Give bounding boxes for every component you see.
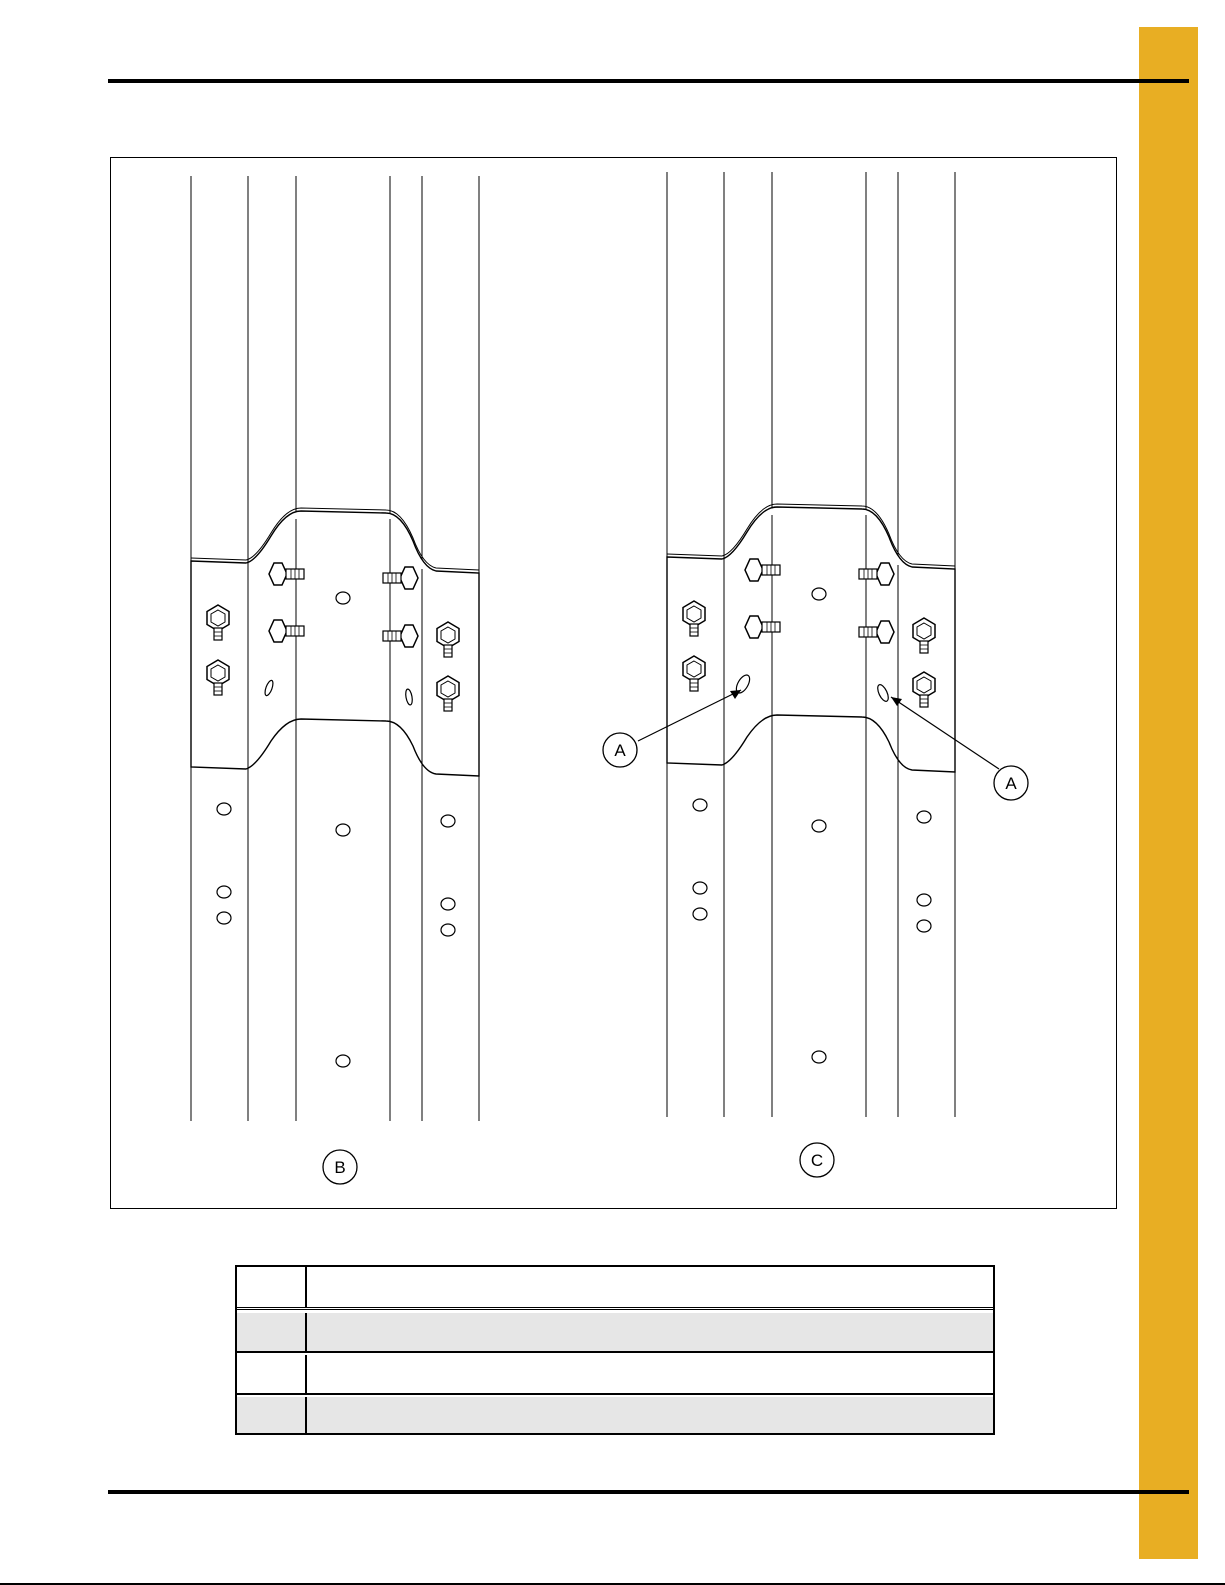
table-cell-ref — [237, 1355, 307, 1393]
table-cell-ref — [237, 1397, 307, 1433]
view-c-drawing — [667, 172, 955, 1117]
table-cell-description — [307, 1313, 993, 1351]
callout-label-a-left: A — [614, 741, 626, 760]
callout-label-c: C — [810, 1151, 824, 1170]
table-cell-ref — [237, 1313, 307, 1351]
reference-table — [235, 1265, 995, 1435]
header-rule — [108, 79, 1189, 83]
callout-label-b: B — [334, 1158, 346, 1177]
assembly-drawing — [111, 158, 1116, 1208]
table-row — [237, 1355, 993, 1395]
table-row — [237, 1397, 993, 1433]
section-tab-fill — [1139, 27, 1198, 1559]
table-row — [237, 1313, 993, 1353]
view-b-drawing — [191, 176, 479, 1121]
assembly-figure — [110, 157, 1117, 1209]
table-cell-description — [307, 1355, 993, 1393]
table-header-row — [237, 1267, 993, 1310]
table-cell-ref — [237, 1267, 307, 1307]
callout-label-a-right: A — [1005, 774, 1017, 793]
table-cell-description — [307, 1397, 993, 1433]
section-tab — [1139, 27, 1198, 1559]
table-cell-description — [307, 1267, 993, 1307]
footer-rule — [108, 1490, 1189, 1494]
